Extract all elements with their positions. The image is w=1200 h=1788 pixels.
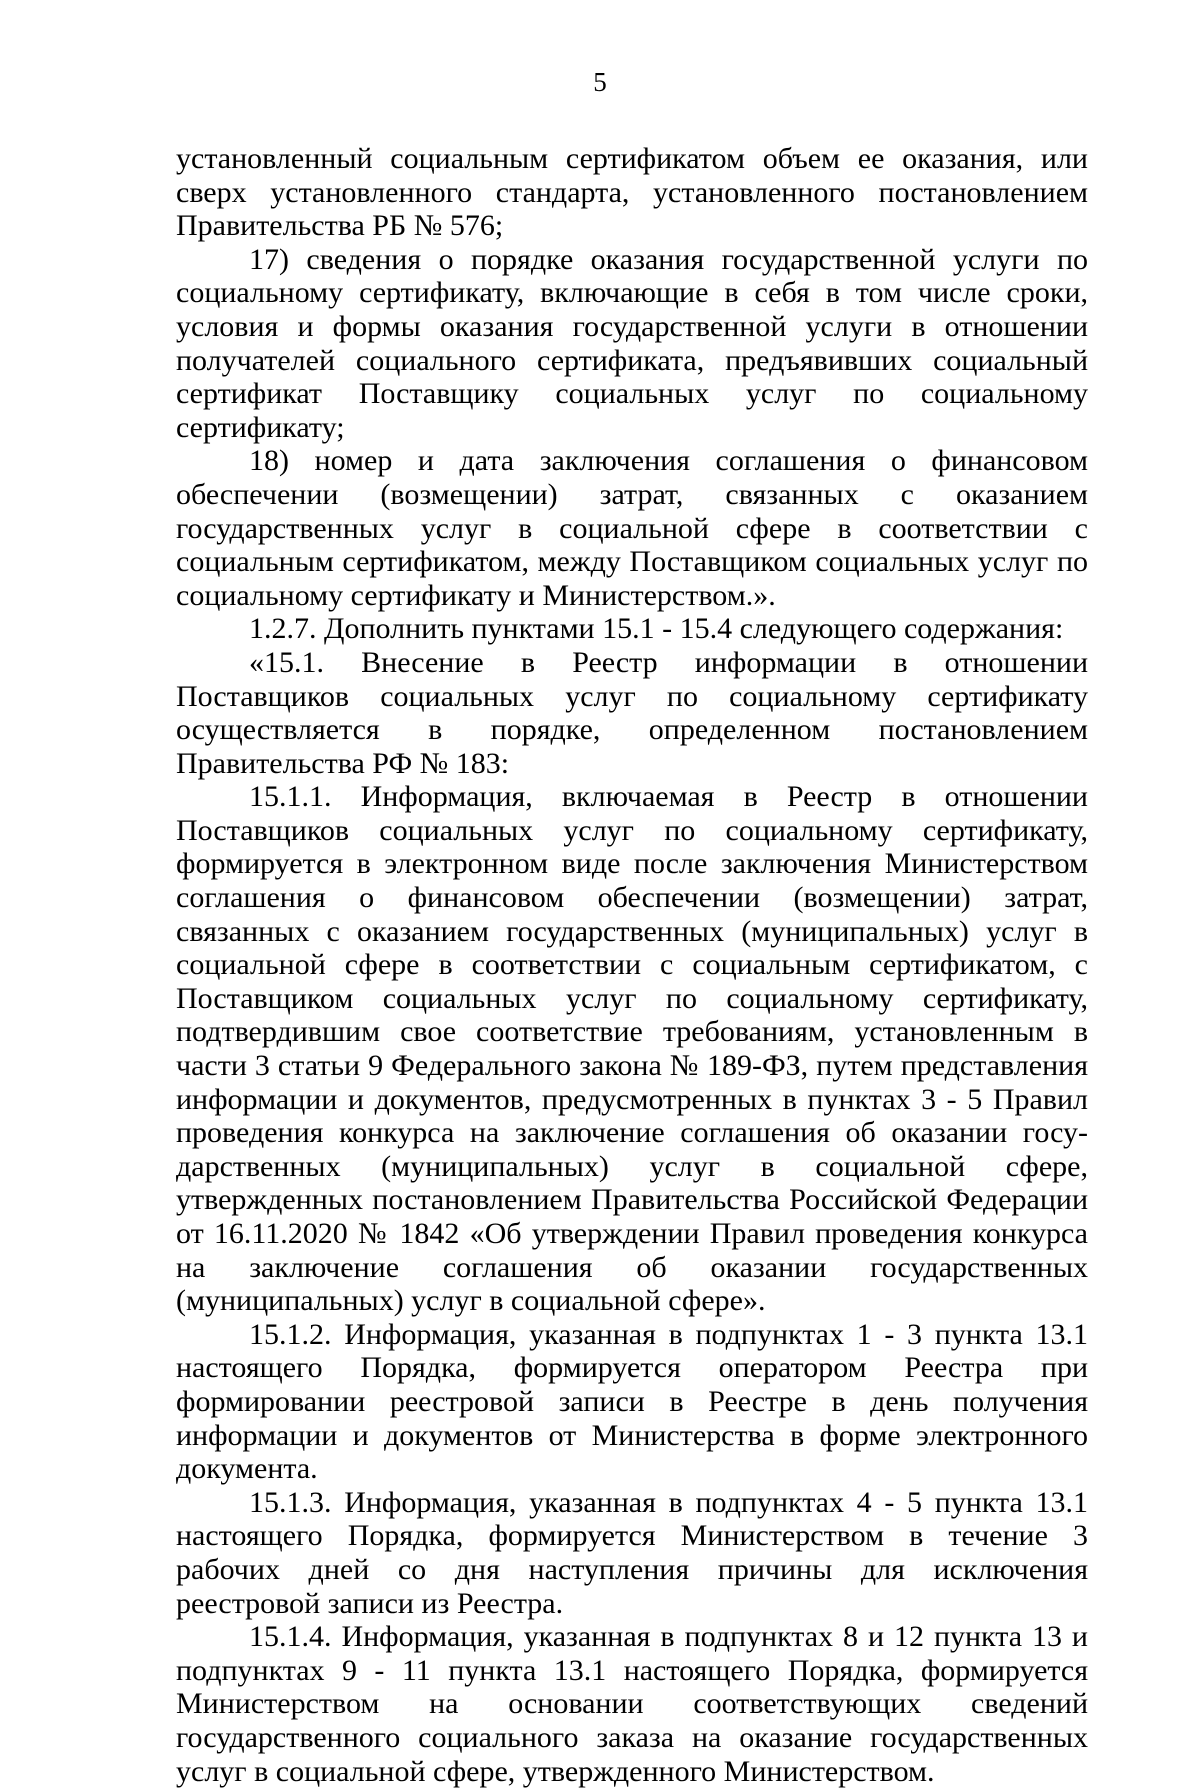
paragraph-15-1: «15.1. Внесение в Реестр информации в отношении Поставщиков социальных услуг по социальному сертификату осуществляется в порядке, определенном постановлением Правительства РФ № 183:: [176, 645, 1088, 780]
document-body: [176, 142, 1088, 1788]
paragraph-15-1-3: 15.1.3. Информация, указанная в подпунктах 4 - 5 пункта 13.1 настоящего Порядка, формируется Министерством в течение 3 рабочих дней со дня наступления причины для исключения реестровой записи из Реестра.: [176, 1485, 1088, 1620]
paragraph-15-1-1: 15.1.1. Информация, включаемая в Реестр в отношении Поставщиков социальных услуг по социальному сертификату, формируется в электронном виде после заключения Министерством соглашения о финансовом обеспечении (возмещении) затрат, связанных с оказанием государственных (муниципальных) услуг в социальной сфере в соответствии с социальным сертификатом, с Поставщиком социальных услуг по социальному сертификату, подтвердившим свое соответствие требованиям, установленным в части 3 статьи 9 Федерального закона № 189-ФЗ, путем представления информации и документов, предусмотренных в пунктах 3 - 5 Правил проведения конкурса на заключение соглашения об оказании государственных (муниципальных) услуг в социальной сфере, утвержденных постановлением Правительства Российской Федерации от 16.11.2020 № 1842 «Об утверждении Правил проведения конкурса на заключение соглашения об оказании государственных (муниципальных) услуг в социальной сфере».: [176, 780, 1088, 1318]
paragraph-item-18: 18) номер и дата заключения соглашения о финансовом обеспечении (возмещении) затрат, связанных с оказанием государственных услуг в социальной сфере в соответствии с социальным сертификатом, между Поставщиком социальных услуг по социальному сертификату и Министерством.».: [176, 444, 1088, 612]
paragraph-15-1-2: 15.1.2. Информация, указанная в подпунктах 1 - 3 пункта 13.1 настоящего Порядка, формируется оператором Реестра при формировании реестровой записи в Реестре в день получения информации и документов от Министерства в форме электронного документа.: [176, 1317, 1088, 1486]
paragraph-item-17: 17) сведения о порядке оказания государственной услуги по социальному сертификату, включающие в себя в том числе сроки, условия и формы оказания государственной услуги в отношении получателей социального сертификата, предъявивших социальный сертификат Поставщику социальных услуг по социальному сертификату;: [176, 242, 1088, 444]
paragraph-1-2-7: 1.2.7. Дополнить пунктами 15.1 - 15.4 следующего содержания:: [249, 612, 1064, 646]
page-number: 5: [593, 67, 607, 97]
paragraph-15-1-4: 15.1.4. Информация, указанная в подпунктах 8 и 12 пункта 13 и подпунктах 9 - 11 пункта 13.1 настоящего Порядка, формируется Министерством на основании соответствующих сведений государственного социального заказа на оказание государственных услуг в социальной сфере, утвержденного Министерством.: [176, 1620, 1088, 1788]
paragraph-continuation: установленный социальным сертификатом объем ее оказания, или сверх установленного стандарта, установленного постановлением Правительства РБ № 576;: [176, 142, 1088, 243]
